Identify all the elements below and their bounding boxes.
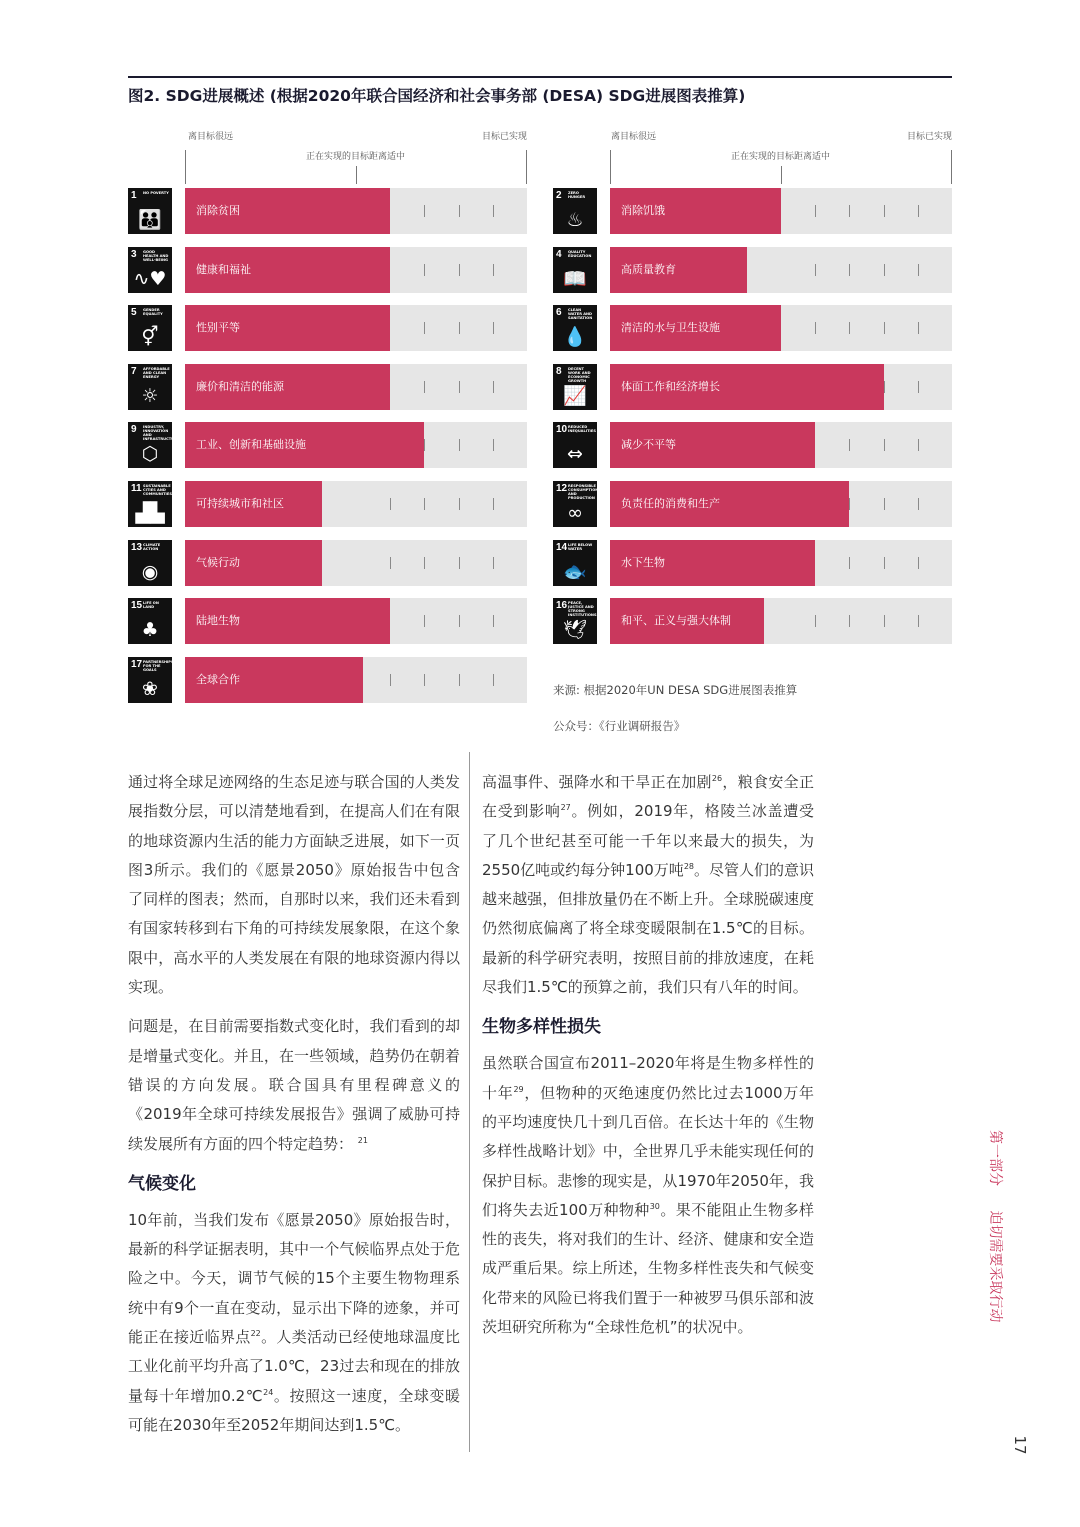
sdg-goal-2-icon bbox=[553, 188, 597, 234]
top-rule bbox=[128, 76, 952, 78]
sdg-icon-title: NO POVERTY bbox=[143, 191, 169, 195]
bar-tick bbox=[918, 498, 919, 510]
scale-line-middle bbox=[781, 166, 782, 184]
sdg-row bbox=[553, 305, 953, 351]
bar-tick bbox=[459, 381, 460, 393]
bar-tick bbox=[459, 264, 460, 276]
bar-tick bbox=[815, 322, 816, 334]
bar-tick bbox=[493, 557, 494, 569]
sdg-number: 15 bbox=[131, 600, 143, 612]
scale-label-far: 离目标很远 bbox=[611, 132, 657, 142]
sidebar-section: 迫切需要采取行动 bbox=[987, 1210, 1003, 1323]
sdg-icon-title: CLEAN WATER AND SANITATION bbox=[568, 308, 593, 321]
sdg-icon-title: INDUSTRY, INNOVATION AND INFRASTRUCTURE bbox=[143, 425, 180, 442]
sdg-row bbox=[553, 481, 953, 527]
sdg-row bbox=[553, 364, 953, 410]
sdg-icon-title: PARTNERSHIPS FOR THE GOALS bbox=[143, 659, 174, 672]
footnote-ref: 22 bbox=[250, 1329, 261, 1339]
bar-tick bbox=[459, 615, 460, 627]
bar-tick bbox=[424, 674, 425, 686]
bar-tick bbox=[918, 322, 919, 334]
sdg-icon-title: AFFORDABLE AND CLEAN ENERGY bbox=[143, 366, 170, 379]
footnote-ref: 29 bbox=[513, 1084, 524, 1094]
sdg-goal-label: 全球合作 bbox=[196, 672, 240, 686]
scale-line-start bbox=[610, 150, 611, 184]
footnote-ref: 28 bbox=[683, 861, 694, 871]
bar-tick bbox=[849, 264, 850, 276]
sdg-icon-title: DECENT WORK AND ECONOMIC GROWTH bbox=[568, 366, 591, 383]
text-column-left bbox=[128, 768, 460, 1450]
sdg-goal-3-icon bbox=[128, 247, 172, 293]
bar-tick bbox=[424, 322, 425, 334]
sdg-number: 8 bbox=[556, 365, 562, 377]
sdg-chart-right bbox=[553, 124, 953, 724]
sdg-row bbox=[128, 598, 528, 644]
bar-tick bbox=[884, 498, 885, 510]
figure-title: 图2. SDG进展概述 (根据2020年联合国经济和社会事务部 (DESA) SDG进展图表推算) bbox=[128, 87, 746, 105]
scale-line-end bbox=[951, 150, 952, 184]
sdg-row bbox=[128, 305, 528, 351]
footnote-ref: 30 bbox=[649, 1201, 660, 1211]
sdg-number: 9 bbox=[131, 424, 137, 436]
scale-line-end bbox=[526, 150, 527, 184]
bar-tick bbox=[849, 205, 850, 217]
sdg-number: 7 bbox=[131, 365, 137, 377]
sdg-goal-label: 可持续城市和社区 bbox=[196, 497, 284, 510]
sdg-glyph: ♨ bbox=[566, 209, 584, 231]
sdg-row bbox=[128, 247, 528, 293]
sdg-icon-title: REDUCED INEQUALITIES bbox=[568, 425, 596, 434]
bar-tick bbox=[849, 498, 850, 510]
section-heading-climate: 气候变化 bbox=[128, 1173, 196, 1194]
sdg-icon-title: LIFE ON LAND bbox=[143, 601, 159, 610]
sdg-glyph: 🐟 bbox=[563, 560, 587, 583]
bar-tick bbox=[918, 615, 919, 627]
footnote-ref: 27 bbox=[560, 803, 571, 813]
bar-tick bbox=[424, 615, 425, 627]
sdg-glyph: 🕊 bbox=[562, 619, 588, 642]
sdg-goal-label: 陆地生物 bbox=[196, 614, 240, 628]
sdg-glyph: 👪 bbox=[138, 209, 162, 231]
sdg-row bbox=[128, 364, 528, 410]
bar-tick bbox=[815, 615, 816, 627]
bar-tick bbox=[884, 322, 885, 334]
sdg-row bbox=[128, 657, 528, 703]
sidebar-part: 第一部分 bbox=[987, 1130, 1003, 1186]
sdg-chart-left bbox=[128, 124, 528, 724]
sdg-glyph: ∿♥ bbox=[133, 267, 167, 290]
sdg-goal-16-icon bbox=[553, 598, 597, 644]
sdg-goal-label: 和平、正义与强大体制 bbox=[621, 614, 731, 628]
sdg-goal-label: 消除贫困 bbox=[196, 204, 240, 217]
bar-tick bbox=[884, 439, 885, 451]
sdg-icon-title: QUALITY EDUCATION bbox=[568, 249, 592, 258]
text-column-right bbox=[482, 768, 814, 1352]
sdg-goal-label: 工业、创新和基础设施 bbox=[196, 438, 306, 452]
sdg-icon-title: LIFE BELOW WATER bbox=[568, 542, 593, 551]
paragraph: 10年前，当我们发布《愿景2050》原始报告时，最新的科学证据表明，其中一个气候临界点处于危险之中。今天，调节气候的15个主要生物物理系统中有9个一直在变动，显示出下降的迹象，并可能正在接近临界点$^{22}$。人类活动已经使地球温度比工业化前平均升高了1.0℃，23过去和现在的排放量每十年增加0.2℃$^{24}$。按照这一速度，全球变暖可能在2030年至2052年期间达到1.5℃。 bbox=[128, 1210, 460, 1434]
sdg-glyph: ❀ bbox=[142, 677, 158, 700]
figure-wechat-note: 公众号：《行业调研报告》 bbox=[553, 719, 686, 733]
sdg-glyph: ⬡ bbox=[141, 443, 159, 466]
bar-tick bbox=[459, 674, 460, 686]
sdg-goal-10-icon bbox=[553, 422, 597, 468]
sdg-goal-label: 体面工作和经济增长 bbox=[621, 379, 720, 393]
sdg-goal-15-icon bbox=[128, 598, 172, 644]
section-sidebar bbox=[986, 1130, 1006, 1322]
bar-tick bbox=[918, 381, 919, 393]
column-divider bbox=[469, 752, 470, 1452]
bar-tick bbox=[849, 322, 850, 334]
sdg-row bbox=[128, 188, 528, 234]
sdg-goal-8-icon bbox=[553, 364, 597, 410]
sdg-number: 1 bbox=[131, 190, 137, 201]
sdg-number: 17 bbox=[131, 658, 143, 670]
sdg-row bbox=[553, 247, 953, 293]
bar-tick bbox=[493, 205, 494, 217]
sdg-goal-11-icon bbox=[128, 481, 172, 527]
sdg-row bbox=[553, 422, 953, 468]
footnote-ref: 21 bbox=[357, 1135, 368, 1145]
section-heading-biodiversity: 生物多样性损失 bbox=[482, 1017, 601, 1038]
bar-tick bbox=[493, 498, 494, 510]
sdg-glyph: ◉ bbox=[141, 560, 159, 583]
bar-tick bbox=[815, 205, 816, 217]
bar-tick bbox=[424, 264, 425, 276]
bar-tick bbox=[918, 264, 919, 276]
sdg-number: 10 bbox=[556, 424, 568, 436]
sdg-glyph: ⇔ bbox=[567, 443, 583, 466]
scale-line-middle bbox=[356, 166, 357, 184]
sdg-row bbox=[553, 188, 953, 234]
sdg-number: 16 bbox=[556, 600, 568, 612]
sdg-number: 12 bbox=[556, 483, 568, 494]
bar-tick bbox=[390, 557, 391, 569]
scale-label-achieved: 目标已实现 bbox=[482, 132, 528, 142]
paragraph: 通过将全球足迹网络的生态足迹与联合国的人类发展指数分层，可以清楚地看到，在提高人们在有限的地球资源内生活的能力方面缺乏进展，如下一页图3所示。我们的《愿景2050》原始报告中包含了同样的图表；然而，自那时以来，我们还未看到有国家转移到右下角的可持续发展象限，在这个象限中，高水平的人类发展在有限的地球资源内得以实现。 bbox=[128, 773, 460, 997]
sdg-goal-13-icon bbox=[128, 540, 172, 586]
bar-tick bbox=[459, 498, 460, 510]
sdg-goal-label: 廉价和清洁的能源 bbox=[196, 379, 284, 393]
scale-label-middle: 正在实现的目标距离适中 bbox=[731, 152, 831, 162]
bar-tick bbox=[918, 439, 919, 451]
bar-tick bbox=[849, 615, 850, 627]
sdg-number: 14 bbox=[556, 541, 568, 553]
sdg-icon-title: GENDER EQUALITY bbox=[143, 308, 163, 317]
bar-tick bbox=[424, 205, 425, 217]
sdg-goal-1-icon bbox=[128, 188, 172, 234]
bar-tick bbox=[424, 498, 425, 510]
bar-tick bbox=[493, 615, 494, 627]
sdg-goal-label: 气候行动 bbox=[196, 555, 240, 569]
bar-tick bbox=[459, 205, 460, 217]
sdg-row bbox=[128, 540, 528, 586]
bar-tick bbox=[884, 205, 885, 217]
sdg-number: 2 bbox=[556, 190, 562, 201]
sdg-glyph: ♣ bbox=[141, 619, 159, 642]
sdg-glyph: ∞ bbox=[567, 502, 583, 524]
sdg-icon-title: PEACE, JUSTICE AND STRONG INSTITUTIONS bbox=[568, 601, 597, 618]
footnote-ref: 24 bbox=[263, 1387, 274, 1397]
sdg-goal-7-icon bbox=[128, 364, 172, 410]
sdg-row bbox=[128, 422, 528, 468]
sdg-icon-title: SUSTAINABLE CITIES AND COMMUNITIES bbox=[143, 484, 172, 496]
sdg-goal-label: 健康和福祉 bbox=[196, 262, 251, 276]
sdg-icon-title: CLIMATE ACTION bbox=[143, 542, 161, 551]
paragraph: 虽然联合国宣布2011–2020年将是生物多样性的十年$^{29}$，但物种的灭绝速度仍然比过去1000万年的平均速度快几十到几百倍。在长达十年的《生物多样性战略计划》中，全世界几乎未能实现任何的保护目标。悲惨的现实是，从1970年2050年，我们将失去近100万种物种$^{30}$。果不能阻止生物多样性的丧失，将对我们的生计、经济、健康和安全造成严重后果。综上所述，生物多样性丧失和气候变化带来的风险已将我们置于一种被罗马俱乐部和波茨坦研究所称为“全球性危机”的状况中。 bbox=[482, 1054, 814, 1337]
sdg-goal-label: 负责任的消费和生产 bbox=[621, 497, 720, 510]
sdg-goal-9-icon bbox=[128, 422, 180, 468]
bar-tick bbox=[424, 439, 425, 451]
figure-source: 来源: 根据2020年UN DESA SDG进展图表推算 bbox=[553, 683, 798, 697]
sdg-goal-14-icon bbox=[553, 540, 597, 586]
paragraph: 问题是，在目前需要指数式变化时，我们看到的却是增量式变化。并且，在一些领域，趋势仍在朝着错误的方向发展。联合国具有里程碑意义的《2019年全球可持续发展报告》强调了威胁可持续发展所有方面的四个特定趋势： $^{21}$ bbox=[128, 1017, 460, 1153]
bar-tick bbox=[493, 439, 494, 451]
sdg-row bbox=[553, 540, 953, 586]
bar-tick bbox=[390, 674, 391, 686]
sdg-number: 11 bbox=[131, 483, 142, 494]
page-number: 17 bbox=[1011, 1435, 1029, 1455]
bar-tick bbox=[390, 498, 391, 510]
sdg-goal-4-icon bbox=[553, 247, 597, 293]
sdg-glyph: ▟▙ bbox=[135, 502, 165, 524]
sdg-goal-label: 减少不平等 bbox=[621, 438, 676, 452]
sdg-goal-label: 高质量教育 bbox=[621, 262, 676, 276]
sdg-row bbox=[553, 598, 953, 644]
bar-tick bbox=[849, 557, 850, 569]
bar-tick bbox=[918, 205, 919, 217]
sdg-goal-12-icon bbox=[553, 481, 597, 527]
sdg-row bbox=[128, 481, 528, 527]
bar-tick bbox=[884, 264, 885, 276]
scale-label-achieved: 目标已实现 bbox=[907, 132, 953, 142]
bar-tick bbox=[424, 557, 425, 569]
bar-tick bbox=[815, 264, 816, 276]
bar-tick bbox=[459, 439, 460, 451]
sdg-icon-title: RESPONSIBLE CONSUMPTION AND PRODUCTION bbox=[568, 484, 599, 500]
sdg-glyph: 💧 bbox=[563, 326, 587, 349]
sdg-glyph: 📈 bbox=[563, 384, 587, 407]
sdg-glyph: ☼ bbox=[141, 384, 159, 407]
sdg-goal-17-icon bbox=[128, 657, 172, 703]
bar-tick bbox=[459, 557, 460, 569]
footnote-ref: 26 bbox=[711, 774, 723, 783]
sdg-icon-title: GOOD HEALTH AND WELL-BEING bbox=[143, 249, 169, 262]
scale-label-middle: 正在实现的目标距离适中 bbox=[306, 152, 406, 162]
bar-tick bbox=[493, 674, 494, 686]
bar-tick bbox=[918, 557, 919, 569]
bar-tick bbox=[424, 381, 425, 393]
scale-line-start bbox=[185, 150, 186, 184]
sdg-number: 5 bbox=[131, 307, 137, 319]
sdg-goal-label: 消除饥饿 bbox=[621, 204, 665, 217]
scale-label-far: 离目标很远 bbox=[188, 132, 234, 142]
bar-tick bbox=[884, 557, 885, 569]
sdg-number: 6 bbox=[556, 307, 562, 319]
bar-tick bbox=[493, 381, 494, 393]
sdg-icon-title: ZERO HUNGER bbox=[568, 191, 586, 199]
sdg-number: 4 bbox=[556, 248, 562, 260]
bar-tick bbox=[459, 322, 460, 334]
sdg-number: 13 bbox=[131, 541, 143, 553]
sdg-goal-label: 性别平等 bbox=[196, 321, 240, 335]
sdg-number: 3 bbox=[131, 248, 137, 260]
sdg-goal-label: 清洁的水与卫生设施 bbox=[621, 321, 720, 335]
bar-tick bbox=[884, 381, 885, 393]
sdg-glyph: 📖 bbox=[563, 267, 587, 290]
bar-tick bbox=[884, 615, 885, 627]
sdg-goal-5-icon bbox=[128, 305, 172, 351]
bar-tick bbox=[493, 322, 494, 334]
sdg-goal-label: 水下生物 bbox=[621, 555, 665, 569]
bar-tick bbox=[493, 264, 494, 276]
sdg-goal-6-icon bbox=[553, 305, 597, 351]
sdg-glyph: ⚥ bbox=[141, 326, 159, 349]
bar-tick bbox=[849, 439, 850, 451]
paragraph: 高温事件、强降水和干旱正在加剧$^{26}$，粮食安全正在受到影响$^{27}$。例如，2019年，格陵兰冰盖遭受了几个世纪甚至可能一千年以来最大的损失，为2550亿吨或约每分钟100万吨$^{28}$。尽管人们的意识越来越强，但排放量仍在不断上升。全球脱碳速度仍然彻底偏离了将全球变暖限制在1.5℃的目标。最新的科学研究表明，按照目前的排放速度，在耗尽我们1.5℃的预算之前，我们只有八年的时间。 bbox=[482, 773, 815, 997]
